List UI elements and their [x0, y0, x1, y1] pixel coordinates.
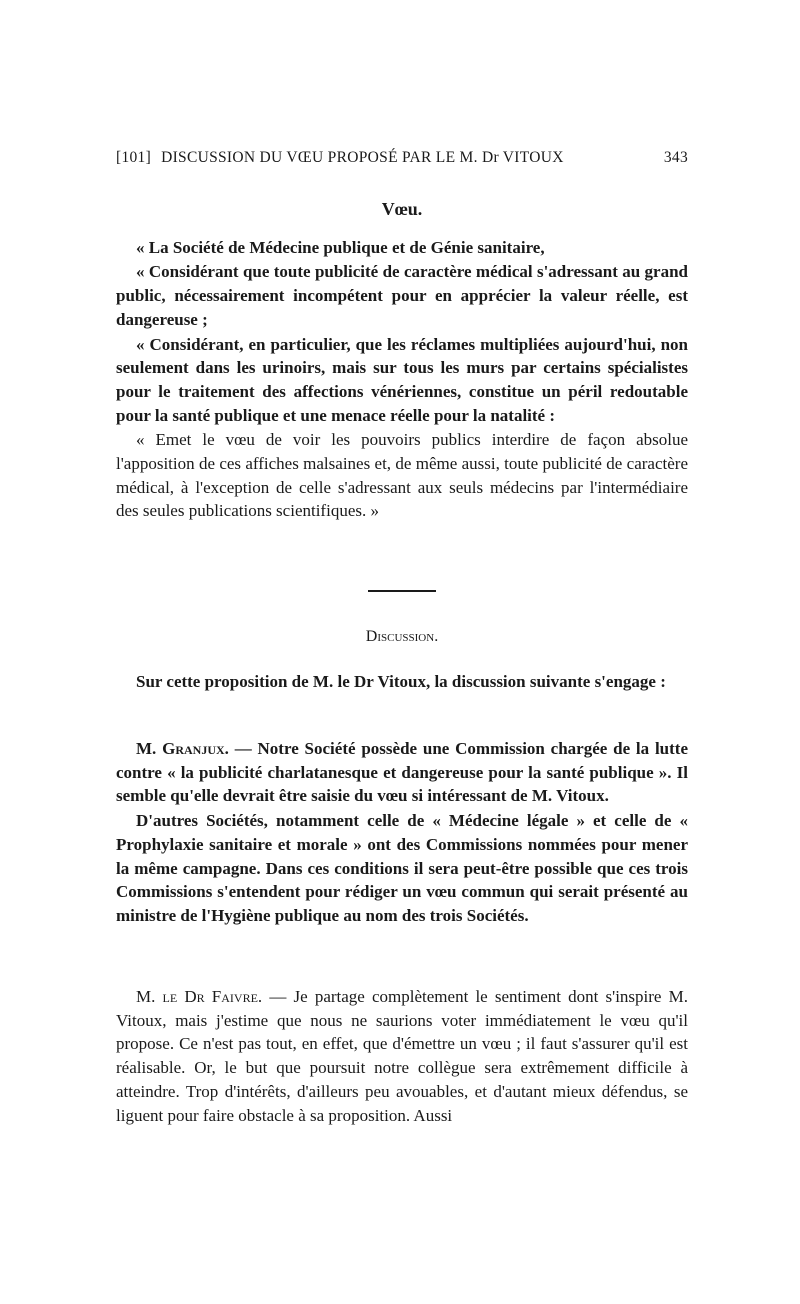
voeu-section [116, 198, 688, 523]
voeu-paragraph: « La Société de Médecine publique et de Génie sanitaire, [136, 237, 545, 257]
granjux-paragraph-2: D'autres Sociétés, notamment celle de « Médecine légale » et celle de « Prophylaxie sanitaire et morale » ont des Commissions nommées pour mener la même campagne. Dans ces conditions il sera peut-être possible que ces trois Commissions s'entendent pour rédiger un vœu commun qui serait présenté au ministre de l'Hygiène publique au nom des trois Sociétés. [116, 811, 688, 925]
speaker-granjux: M. Granjux. — [136, 739, 252, 758]
granjux-paragraph-1 [116, 737, 688, 808]
speaker-faivre: M. le Dr Faivre. — [136, 987, 287, 1006]
voeu-heading: Vœu. [381, 199, 423, 219]
voeu-paragraph: « Considérant que toute publicité de caractère médical s'adressant au grand public, nécessairement incompétent pour en apprécier la valeur réelle, est dangereuse ; [116, 262, 688, 329]
granjux-statement [116, 737, 688, 928]
granjux-text-1: Notre Société possède une Commission chargée de la lutte contre « la publicité charlatanesque et dangereuse pour la santé publique ». Il semble qu'elle devrait être saisie du vœu si intéressant de M. Vitoux. [116, 739, 688, 806]
discussion-section [116, 625, 688, 649]
voeu-paragraph: « Considérant, en particulier, que les réclames multipliées aujourd'hui, non seulement dans les urinoirs, mais sur tous les murs par certains spécialistes pour le traitement des affections vénériennes, constitue un péril redoutable pour la santé publique et une menace réelle pour la natalité : [116, 334, 688, 425]
voeu-paragraph: « Emet le vœu de voir les pouvoirs publics interdire de façon absolue l'apposition de ces affiches malsaines et, de même aussi, toute publicité de caractère médical, à l'exception de celle s'adressant aux seuls médecins par l'intermédiaire des seules publications scientifiques. » [116, 430, 688, 521]
section-divider [368, 590, 436, 592]
section-reference: [101] [116, 149, 152, 166]
discussion-heading: Discussion. [365, 628, 439, 645]
running-title: DISCUSSION DU VŒU PROPOSÉ PAR LE M. Dr VITOUX [161, 149, 564, 166]
faivre-text-1: Je partage complètement le sentiment dont s'inspire M. Vitoux, mais j'estime que nous ne saurions voter immédiatement le vœu qu'il propose. Ce n'est pas tout, en effet, que d'émettre un vœu ; il faut s'assurer qu'il est réalisable. Or, le but que poursuit notre collègue sera extrêmement difficile à atteindre. Trop d'intérêts, d'ailleurs peu avouables, et d'autant mieux défendus, se liguent pour faire obstacle à sa proposition. Aussi [116, 987, 689, 1125]
discussion-intro: Sur cette proposition de M. le Dr Vitoux, la discussion suivante s'engage : [136, 672, 666, 691]
faivre-paragraph-1 [116, 985, 688, 1127]
page-number: 343 [663, 149, 688, 166]
discussion-intro-block [116, 670, 688, 694]
faivre-statement [116, 985, 688, 1127]
running-header [116, 149, 688, 167]
